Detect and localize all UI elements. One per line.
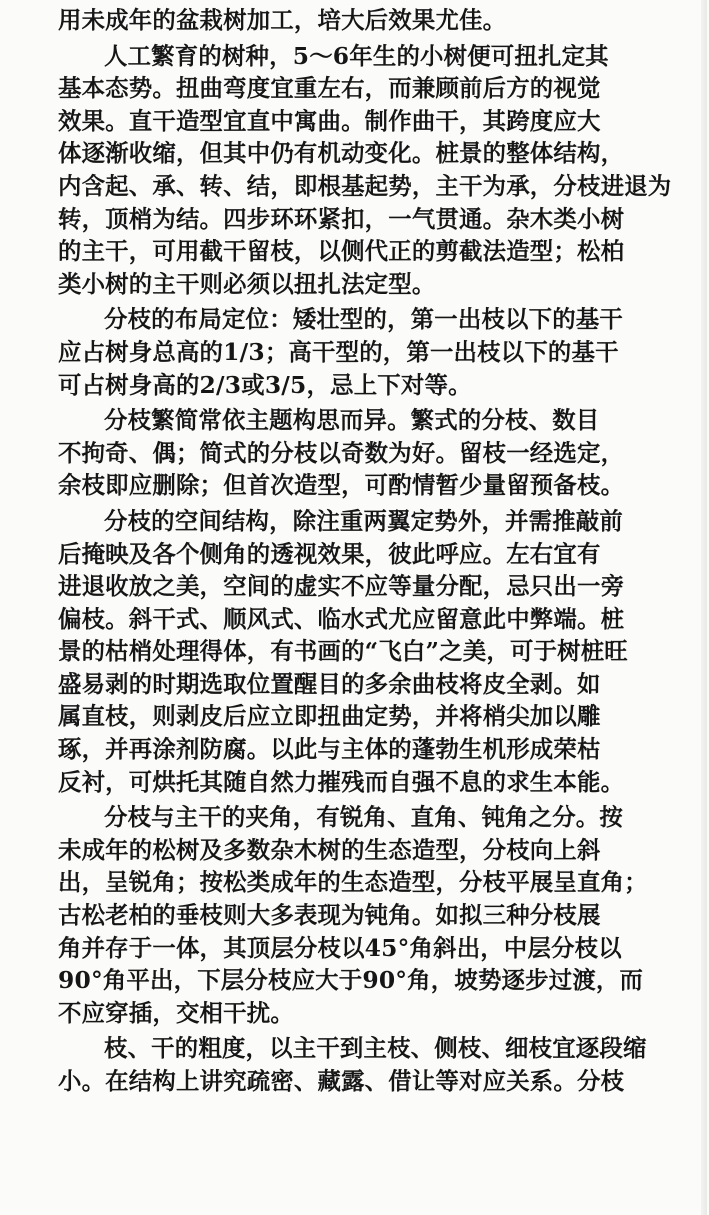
- text-line: 景的枯梢处理得体，有书画的“飞白”之美，可于树桩旺: [58, 637, 628, 666]
- paragraph-first-line: 人工繁育的树种，5～6年生的小树便可扭扎定其: [104, 41, 609, 70]
- text-line: 基本态势。扭曲弯度宜重左右，而兼顾前后方的视觉: [58, 74, 601, 103]
- text-line: 属直枝，则剥皮后应立即扭曲定势，并将梢尖加以雕: [58, 702, 601, 731]
- text-line: 体逐渐收缩，但其中仍有机动变化。桩景的整体结构，: [58, 139, 625, 168]
- paragraph-first-line: 分枝的空间结构，除注重两翼定势外，并需推敲前: [104, 506, 623, 535]
- text-line: 偏枝。斜干式、顺风式、临水式尤应留意此中弊端。桩: [58, 604, 625, 633]
- paragraph-first-line: 分枝与主干的夹角，有锐角、直角、钝角之分。按: [104, 803, 623, 832]
- text-line: 效果。直干造型宜直中寓曲。制作曲干，其跨度应大: [58, 106, 601, 135]
- text-line: 内含起、承、转、结，即根基起势，主干为承，分枝进退为: [58, 171, 672, 200]
- text-line: 盛易剥的时期选取位置醒目的多余曲枝将皮全剥。如: [58, 669, 601, 698]
- text-line: 不应穿插，交相干扰。: [58, 998, 294, 1027]
- text-line: 角并存于一体，其顶层分枝以45°角斜出，中层分枝以: [58, 933, 622, 962]
- body-text: [58, 4, 678, 1098]
- text-line: 转，顶梢为结。四步环环紧扣，一气贯通。杂木类小树: [58, 204, 625, 233]
- text-line: 未成年的松树及多数杂木树的生态造型，分枝向上斜: [58, 835, 601, 864]
- text-line: 古松老柏的垂枝则大多表现为钝角。如拟三种分枝展: [58, 901, 601, 930]
- text-line: 类小树的主干则必须以扭扎法定型。: [58, 269, 436, 298]
- text-line: 90°角平出，下层分枝应大于90°角，坡势逐步过渡，而: [58, 966, 644, 995]
- paragraph-first-line: 分枝繁简常依主题构思而异。繁式的分枝、数目: [104, 406, 600, 435]
- text-line: 小。在结构上讲究疏密、藏露、借让等对应关系。分枝: [58, 1067, 625, 1095]
- text-line: 反衬，可烘托其随自然力摧残而自强不息的求生本能。: [58, 767, 625, 796]
- page-edge-shadow: [701, 0, 707, 1215]
- text-line: 不拘奇、偶；简式的分枝以奇数为好。留枝一经选定，: [58, 438, 625, 467]
- text-line: 应占树身总高的1/3；高干型的，第一出枝以下的基干: [58, 337, 619, 366]
- paragraph-first-line: 枝、干的粗度，以主干到主枝、侧枝、细枝宜逐段缩: [104, 1034, 647, 1063]
- text-line: 琢，并再涂剂防腐。以此与主体的蓬勃生机形成荣枯: [58, 735, 601, 764]
- text-line: 余枝即应删除；但首次造型，可酌情暂少量留预备枝。: [58, 471, 625, 500]
- text-line: 用未成年的盆栽树加工，培大后效果尤佳。: [58, 6, 507, 34]
- text-line: 后掩映及各个侧角的透视效果，彼此呼应。左右宜有: [58, 539, 601, 568]
- text-line: 的主干，可用截干留枝，以侧代正的剪截法造型；松柏: [58, 237, 625, 266]
- text-line: 进退收放之美，空间的虚实不应等量分配，忌只出一旁: [58, 572, 625, 601]
- text-line: 出，呈锐角；按松类成年的生态造型，分枝平展呈直角；: [58, 868, 648, 897]
- text-line: 可占树身高的2/3或3/5，忌上下对等。: [58, 370, 472, 399]
- paragraph-first-line: 分枝的布局定位：矮壮型的，第一出枝以下的基干: [104, 305, 623, 334]
